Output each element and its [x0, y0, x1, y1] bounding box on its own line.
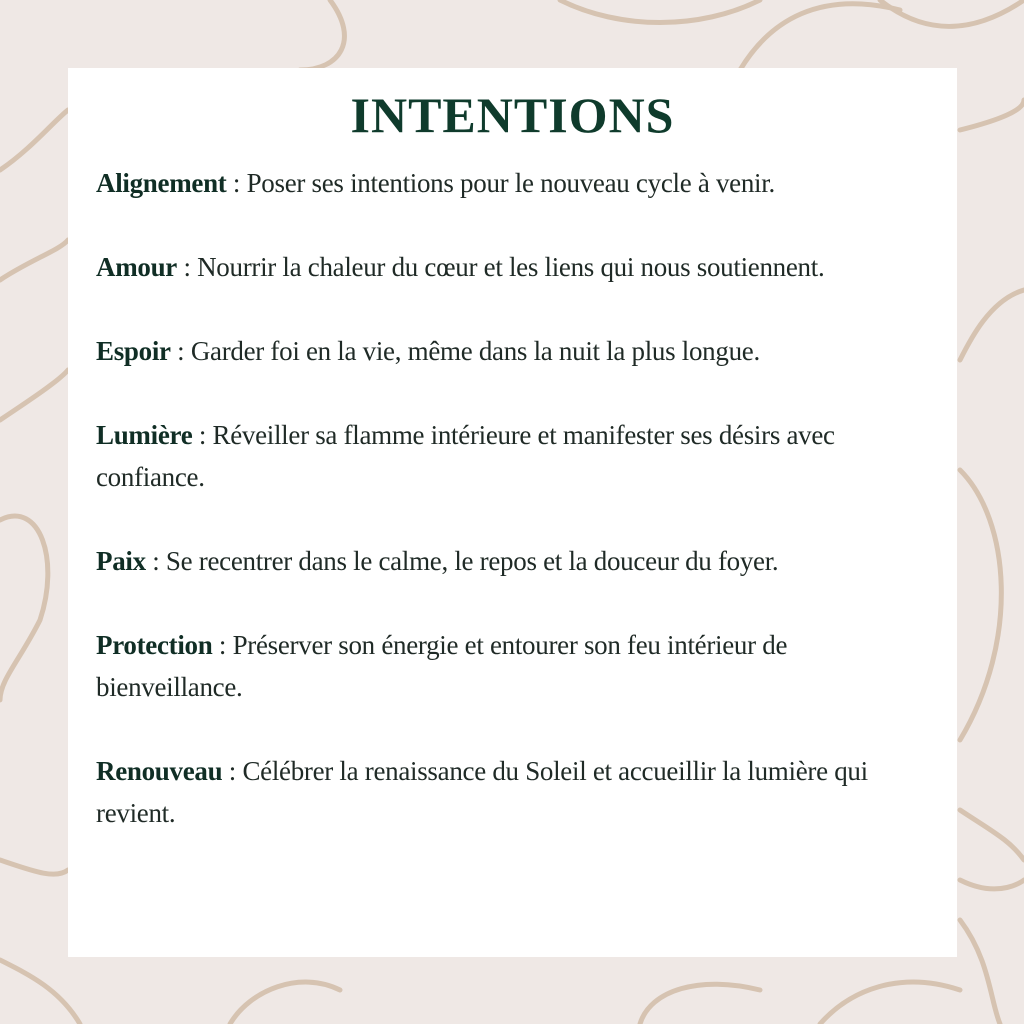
- intention-amour: [96, 246, 929, 288]
- intention-renouveau: [96, 750, 929, 834]
- intention-term: Alignement: [96, 168, 227, 198]
- intention-term: Lumière: [96, 420, 193, 450]
- intention-text: Poser ses intentions pour le nouveau cycle à venir.: [246, 168, 775, 198]
- term-separator: :: [192, 420, 213, 450]
- intention-text: Garder foi en la vie, même dans la nuit la plus longue.: [190, 336, 760, 366]
- intention-text: Nourrir la chaleur du cœur et les liens qui nous soutiennent.: [197, 252, 825, 282]
- intention-paix: [96, 540, 929, 582]
- intention-term: Protection: [96, 630, 213, 660]
- term-separator: :: [145, 546, 166, 576]
- intention-alignement: [96, 162, 929, 204]
- term-separator: :: [212, 630, 233, 660]
- intention-text: Réveiller sa flamme intérieure et manifester ses désirs avec confiance.: [96, 420, 835, 492]
- intention-text: Célébrer la renaissance du Soleil et accueillir la lumière qui revient.: [96, 756, 868, 828]
- term-separator: :: [222, 756, 243, 786]
- intention-text: Préserver son énergie et entourer son feu intérieur de bienveillance.: [96, 630, 788, 702]
- intention-term: Renouveau: [96, 756, 223, 786]
- intentions-card: [68, 68, 957, 957]
- intentions-list: [96, 162, 929, 834]
- intention-text: Se recentrer dans le calme, le repos et la douceur du foyer.: [165, 546, 779, 576]
- intention-term: Espoir: [96, 336, 171, 366]
- intention-term: Paix: [96, 546, 146, 576]
- page-title: INTENTIONS: [350, 87, 675, 143]
- term-separator: :: [177, 252, 198, 282]
- term-separator: :: [226, 168, 247, 198]
- intention-lumiere: [96, 414, 929, 498]
- intention-term: Amour: [96, 252, 177, 282]
- intention-espoir: [96, 330, 929, 372]
- term-separator: :: [170, 336, 191, 366]
- intention-protection: [96, 624, 929, 708]
